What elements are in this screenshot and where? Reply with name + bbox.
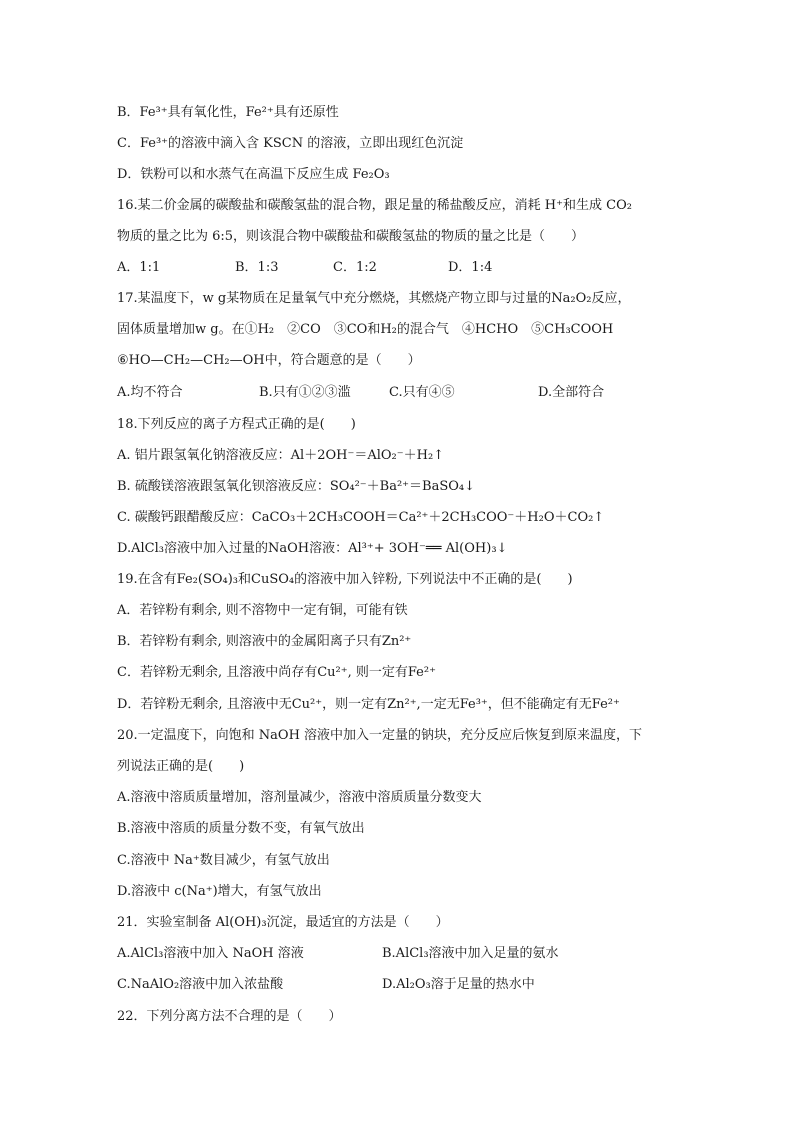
q21-options-row2 [117,976,677,994]
q21-option-d: D.Al₂O₃溶于足量的热水中 [382,977,535,992]
q20-option-c: C.溶液中 Na⁺数目减少，有氢气放出 [117,853,330,868]
q21-options-row1 [117,945,677,963]
q15-option-c: C．Fe³⁺的溶液中滴入含 KSCN 的溶液，立即出现红色沉淀 [117,136,464,151]
q18-option-a: A. 铝片跟氢氧化钠溶液反应：Al＋2OH⁻＝AlO₂⁻＋H₂↑ [117,448,445,463]
q17-option-b: B.只有①②③滥 [259,385,351,400]
q20-option-b: B.溶液中溶质的质量分数不变，有氧气放出 [117,821,365,836]
q15-option-b: B．Fe³⁺具有氧化性，Fe²⁺具有还原性 [117,105,339,120]
q19-stem: 19.在含有Fe₂(SO₄)₃和CuSO₄的溶液中加入锌粉, 下列说法中不正确的是( ) [117,572,573,587]
q16-option-d: D．1:4 [448,260,493,275]
q21-option-c: C.NaAlO₂溶液中加入浓盐酸 [117,977,284,992]
q16-stem-line1: 16.某二价金属的碳酸盐和碳酸氢盐的混合物，跟足量的稀盐酸反应，消耗 H⁺和生成 CO₂ [117,198,632,213]
q20-stem-line1: 20.一定温度下，向饱和 NaOH 溶液中加入一定量的钠块，充分反应后恢复到原来温度，下 [117,728,643,743]
q19-option-c: C．若锌粉无剩余, 且溶液中尚存有Cu²⁺, 则一定有Fe²⁺ [117,665,436,680]
q21-option-b: B.AlCl₃溶液中加入足量的氨水 [382,946,559,961]
q17-stem-line2: 固体质量增加w g。在①H₂ ②CO ③CO和H₂的混合气 ④HCHO ⑤CH₃COOH [117,322,614,337]
q21-option-a: A.AlCl₃溶液中加入 NaOH 溶液 [117,946,304,961]
q20-option-a: A.溶液中溶质质量增加，溶剂量减少，溶液中溶质质量分数变大 [117,790,482,805]
q16-option-a: A．1:1 [117,260,161,275]
q16-stem-line2: 物质的量之比为 6:5，则该混合物中碳酸盐和碳酸氢盐的物质的量之比是（ ） [117,229,585,244]
q16-option-c: C．1:2 [333,260,377,275]
q19-option-d: D．若锌粉无剩余, 且溶液中无Cu²⁺，则一定有Zn²⁺,一定无Fe³⁺，但不能确定有无Fe²⁺ [117,697,620,712]
q17-option-c: C.只有④⑤ [389,385,455,400]
q18-option-d: D.AlCl₃溶液中加入过量的NaOH溶液：Al³⁺+ 3OH⁻══ Al(OH)₃↓ [117,541,508,556]
q15-option-d: D．铁粉可以和水蒸气在高温下反应生成 Fe₂O₃ [117,167,390,182]
q17-stem-line1: 17.某温度下，w g某物质在足量氧气中充分燃烧，其燃烧产物立即与过量的Na₂O₂反应， [117,291,631,306]
q22-stem: 22．下列分离方法不合理的是（ ） [117,1009,342,1024]
q18-option-c: C. 碳酸钙跟醋酸反应：CaCO₃＋2CH₃COOH＝Ca²⁺＋2CH₃COO⁻＋H₂O＋CO₂↑ [117,510,605,525]
q21-stem: 21．实验室制备 Al(OH)₃沉淀，最适宜的方法是（ ） [117,915,449,930]
q18-stem: 18.下列反应的离子方程式正确的是( ) [117,417,356,432]
q17-stem-line3: ⑥HO—CH₂—CH₂—OH中，符合题意的是（ ） [117,353,421,368]
q17-options [117,384,677,402]
q19-option-a: A．若锌粉有剩余, 则不溶物中一定有铜，可能有铁 [117,603,408,618]
q20-option-d: D.溶液中 c(Na⁺)增大，有氢气放出 [117,884,322,899]
q19-option-b: B．若锌粉有剩余, 则溶液中的金属阳离子只有Zn²⁺ [117,634,412,649]
q20-stem-line2: 列说法正确的是( ) [117,759,245,774]
q17-option-d: D.全部符合 [538,385,605,400]
q16-option-b: B．1:3 [235,260,279,275]
q17-option-a: A.均不符合 [117,385,183,400]
q18-option-b: B. 硫酸镁溶液跟氢氧化钡溶液反应：SO₄²⁻＋Ba²⁺＝BaSO₄↓ [117,479,476,494]
q16-options [117,259,677,277]
